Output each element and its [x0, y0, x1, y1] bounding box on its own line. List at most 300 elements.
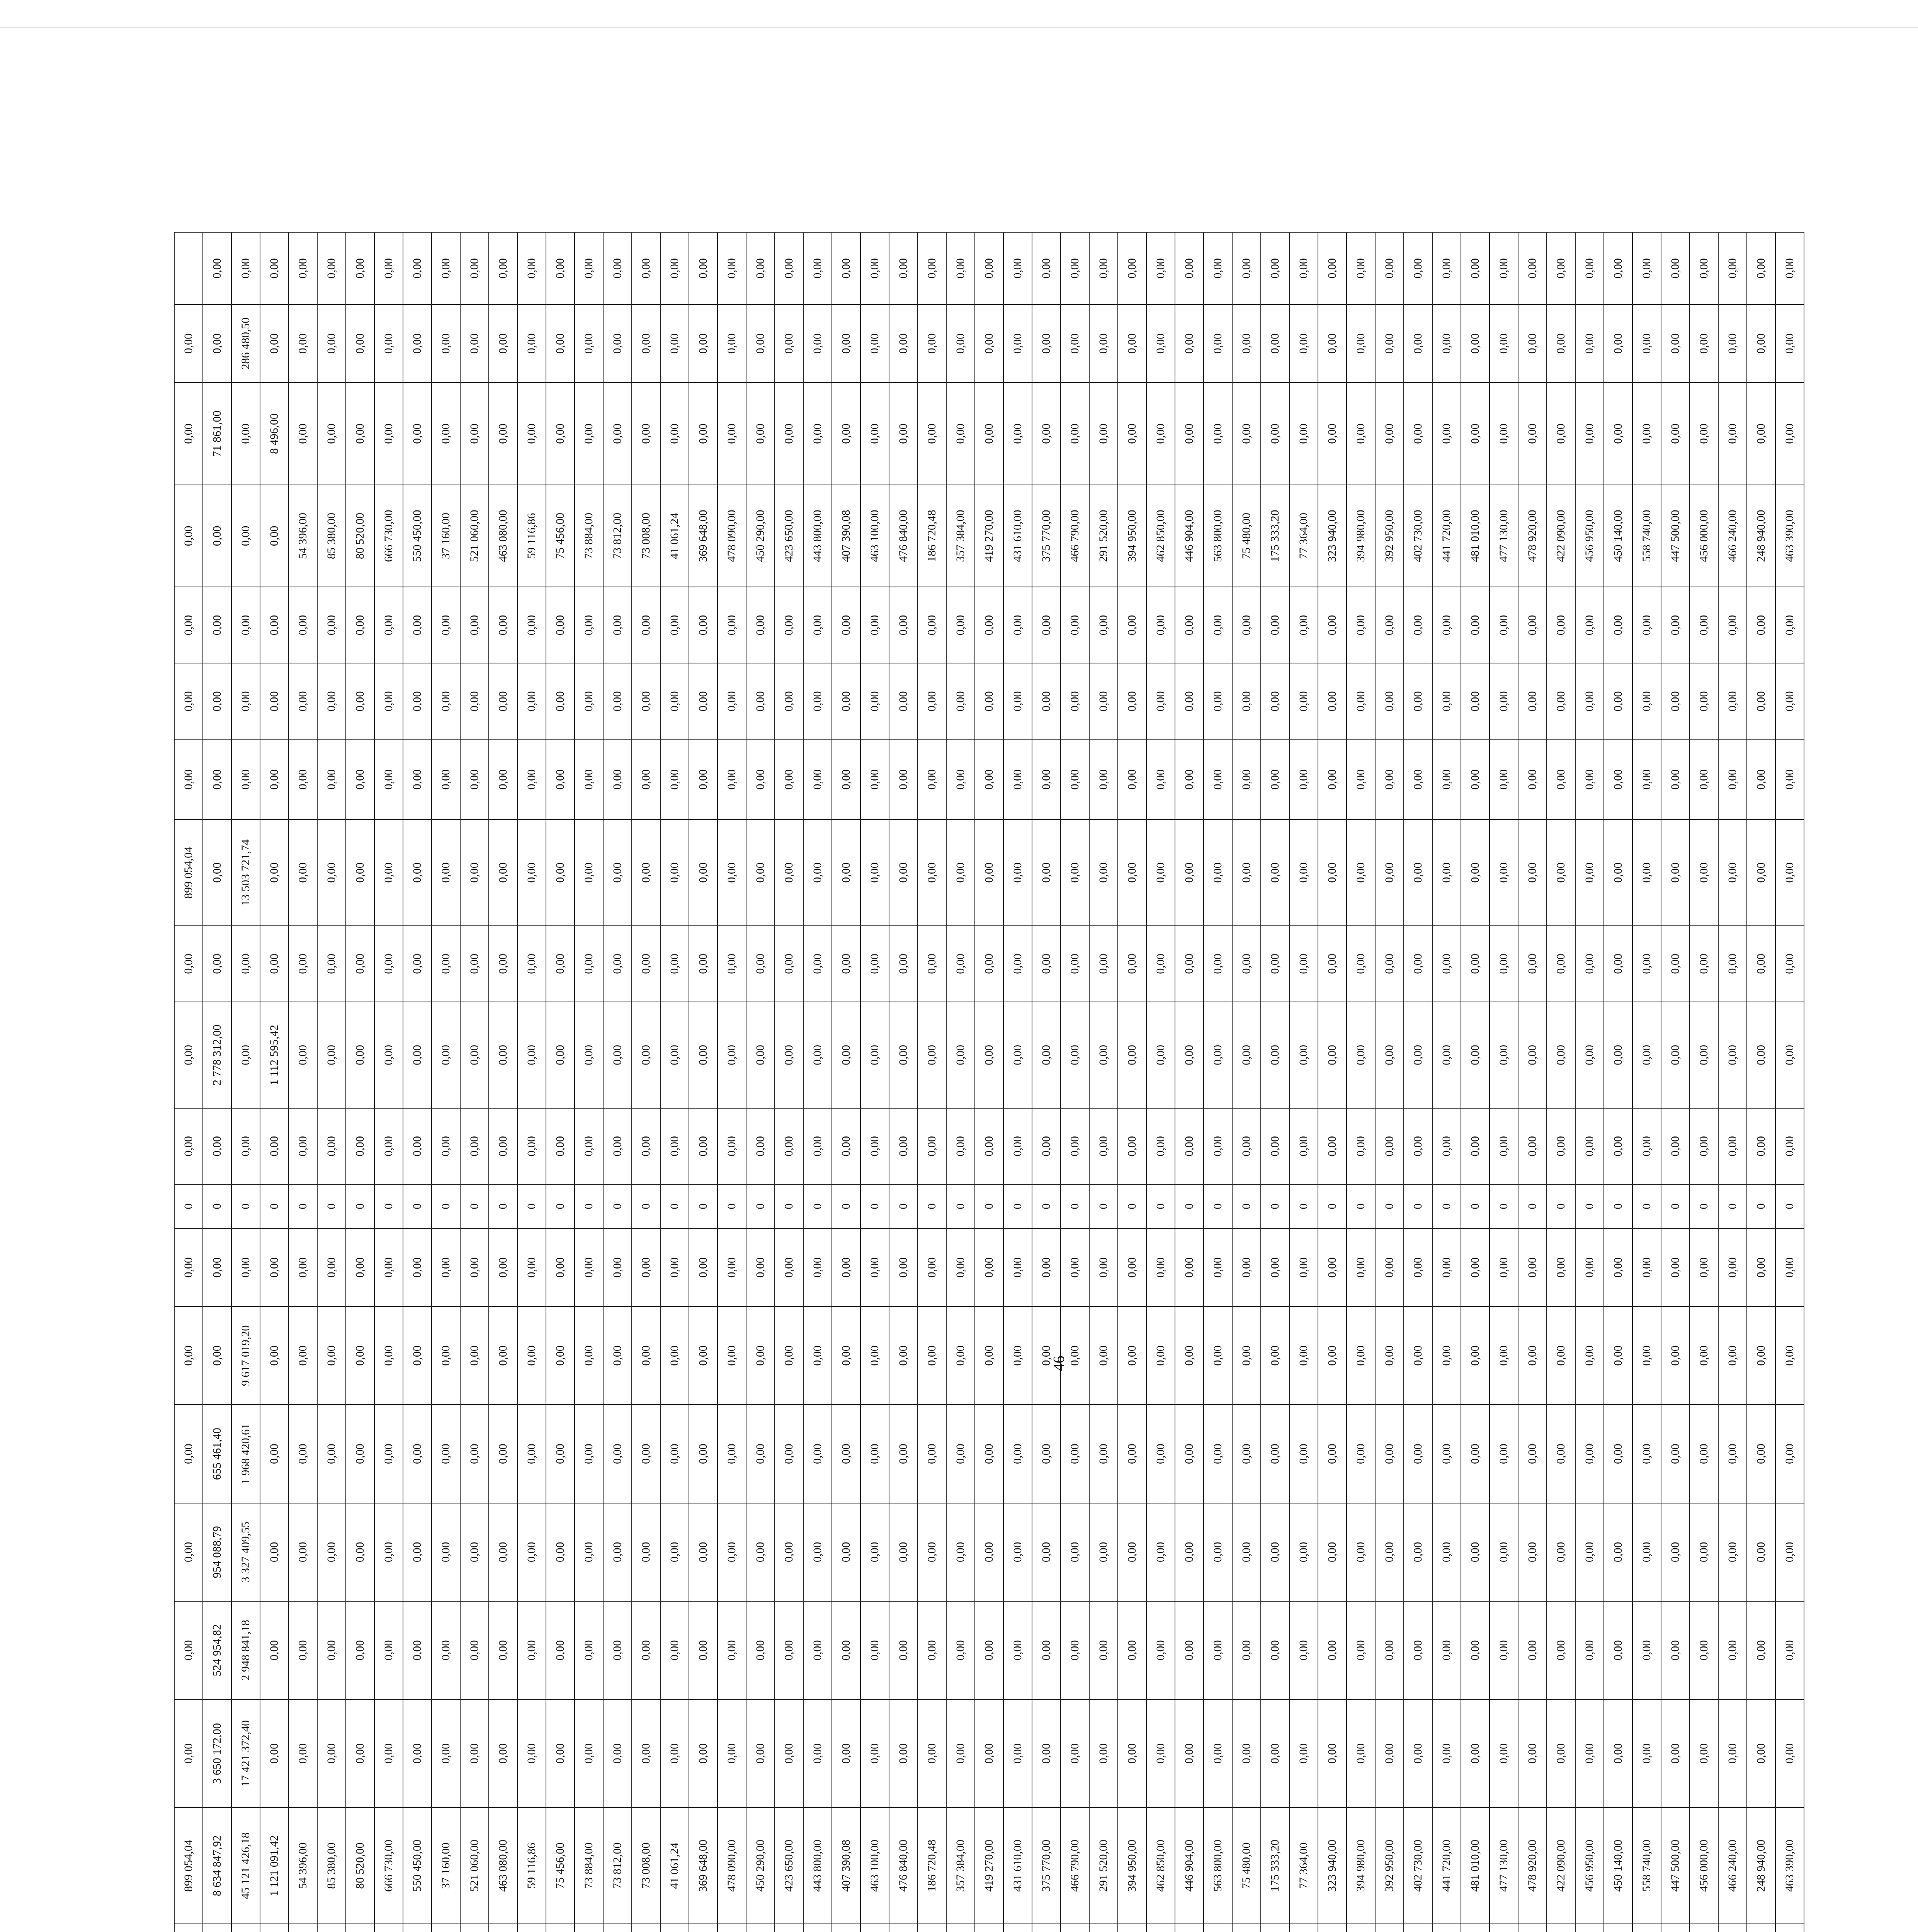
value-cell: 0	[1718, 1184, 1747, 1228]
value-cell: 0,00	[975, 304, 1003, 383]
value-cell: 450 290,00	[746, 485, 775, 587]
value-cell: 0,00	[1118, 1503, 1146, 1601]
value-cell: 450 140,00	[1604, 485, 1632, 587]
value-cell: 0,00	[832, 1002, 860, 1108]
value-cell: 0,00	[1146, 1108, 1175, 1184]
value-cell: 0,00	[1318, 1601, 1347, 1699]
value-cell: 0,00	[1289, 1306, 1318, 1405]
value-cell: 0,00	[1289, 820, 1318, 926]
value-cell: 0,00	[489, 383, 517, 485]
value-cell: 0,00	[632, 739, 660, 819]
value-cell: 0,00	[889, 1108, 918, 1184]
value-cell: 0,00	[575, 1405, 603, 1503]
value-cell: 248 940,00	[1747, 1808, 1775, 1924]
value-cell: 0,00	[1690, 926, 1718, 1002]
value-cell: 0,00	[317, 1699, 346, 1808]
value-cell: 0,00	[1146, 587, 1175, 663]
value-cell: 0,00	[660, 1228, 689, 1306]
value-cell: 0	[1632, 1184, 1661, 1228]
value-cell: 0,00	[775, 1002, 803, 1108]
value-cell: 0,00	[374, 1108, 403, 1184]
value-cell: 0,00	[1375, 1002, 1404, 1108]
value-cell: 0,00	[775, 1108, 803, 1184]
value-cell: 0,00	[1661, 1405, 1690, 1503]
value-cell: 0,00	[1347, 926, 1375, 1002]
value-cell: 0,00	[946, 304, 975, 383]
value-cell: 0,00	[432, 1503, 460, 1601]
value-cell: 0,00	[1261, 587, 1289, 663]
value-cell: 0,00	[1232, 820, 1261, 926]
value-cell: 0,00	[1175, 304, 1204, 383]
value-cell: 0,00	[1518, 304, 1547, 383]
value-cell: 476 840,00	[889, 1808, 918, 1924]
value-cell: 0,00	[289, 1503, 317, 1601]
value-cell: 0,00	[346, 1699, 374, 1808]
value-cell: 450 290,00	[746, 1808, 775, 1924]
value-cell: 0,00	[1404, 1405, 1432, 1503]
value-cell: 0,00	[1375, 1108, 1404, 1184]
value-cell: 0,00	[317, 383, 346, 485]
value-cell: 899 054,04	[174, 1808, 203, 1924]
value-cell: 0,00	[1061, 587, 1089, 663]
value-cell: 0	[1347, 1184, 1375, 1228]
value-cell: 0,00	[775, 1503, 803, 1601]
value-cell	[174, 232, 203, 304]
value-cell: 0,00	[460, 663, 489, 739]
value-cell: 0,00	[403, 1108, 432, 1184]
value-cell: 481 010,00	[1461, 485, 1490, 587]
value-cell: 0	[517, 1184, 546, 1228]
value-cell: 0,00	[1461, 1503, 1490, 1601]
value-cell: 0,00	[1175, 1405, 1204, 1503]
value-cell: 0,00	[517, 926, 546, 1002]
value-cell: 0,00	[1547, 1601, 1575, 1699]
value-cell: 0	[1289, 1184, 1318, 1228]
value-cell: 0,00	[1575, 820, 1604, 926]
value-cell: 0,00	[975, 926, 1003, 1002]
value-cell: 0,00	[403, 1002, 432, 1108]
value-cell: 0,00	[946, 587, 975, 663]
value-cell: 0,00	[231, 663, 260, 739]
value-cell: 0,00	[1061, 383, 1089, 485]
value-cell: 0,00	[460, 1228, 489, 1306]
value-cell: 8 634 847,92	[203, 1808, 231, 1924]
value-cell: 0,00	[718, 304, 746, 383]
value-cell: 0,00	[946, 1699, 975, 1808]
value-cell: 0,00	[1003, 1601, 1032, 1699]
value-cell: 0,00	[1575, 1002, 1604, 1108]
value-cell: 59 116,86	[517, 1808, 546, 1924]
value-cell: 9 617 019,20	[231, 1306, 260, 1405]
value-cell: 456 000,00	[1690, 1808, 1718, 1924]
address-cell	[403, 1924, 432, 1932]
value-cell: 0,00	[289, 1306, 317, 1405]
value-cell: 0,00	[460, 1306, 489, 1405]
table-row	[889, 232, 918, 1932]
value-cell: 73 812,00	[603, 485, 632, 587]
value-cell: 0,00	[803, 1699, 832, 1808]
table-row	[575, 232, 603, 1932]
value-cell: 0,00	[775, 739, 803, 819]
value-cell: 0,00	[317, 232, 346, 304]
value-cell: 0,00	[1032, 232, 1061, 304]
value-cell: 0,00	[718, 1228, 746, 1306]
value-cell: 0	[1318, 1184, 1347, 1228]
value-cell: 0,00	[1490, 663, 1518, 739]
value-cell: 0,00	[775, 1601, 803, 1699]
value-cell: 0,00	[1318, 1405, 1347, 1503]
value-cell: 0,00	[1432, 1503, 1461, 1601]
value-cell: 0,00	[1632, 383, 1661, 485]
value-cell: 0,00	[832, 1306, 860, 1405]
value-cell: 0,00	[1461, 663, 1490, 739]
value-cell: 0,00	[946, 820, 975, 926]
value-cell: 0	[289, 1184, 317, 1228]
value-cell: 0,00	[1289, 1699, 1318, 1808]
value-cell: 0,00	[317, 739, 346, 819]
value-cell: 0,00	[1175, 587, 1204, 663]
value-cell: 0	[1146, 1184, 1175, 1228]
value-cell: 0,00	[832, 1228, 860, 1306]
value-cell: 0,00	[632, 1306, 660, 1405]
value-cell: 0,00	[803, 926, 832, 1002]
value-cell: 0,00	[517, 1002, 546, 1108]
table-row	[1661, 232, 1690, 1932]
value-cell: 0,00	[1032, 587, 1061, 663]
value-cell: 0,00	[517, 1228, 546, 1306]
value-cell: 0,00	[889, 926, 918, 1002]
value-cell: 0,00	[1547, 587, 1575, 663]
value-cell: 0,00	[660, 587, 689, 663]
value-cell: 0,00	[946, 1306, 975, 1405]
address-cell	[746, 1924, 775, 1932]
value-cell: 0,00	[718, 739, 746, 819]
value-cell: 0,00	[1375, 1228, 1404, 1306]
value-cell: 0,00	[1632, 1306, 1661, 1405]
value-cell: 0,00	[260, 663, 289, 739]
value-cell: 0	[1661, 1184, 1690, 1228]
value-cell: 0,00	[546, 1002, 575, 1108]
value-cell: 0,00	[374, 663, 403, 739]
value-cell: 0,00	[575, 1108, 603, 1184]
value-cell: 0,00	[432, 1306, 460, 1405]
table-row	[1146, 232, 1175, 1932]
value-cell: 0,00	[1432, 1699, 1461, 1808]
value-cell: 0,00	[1575, 739, 1604, 819]
value-cell: 0	[432, 1184, 460, 1228]
value-cell: 0,00	[489, 739, 517, 819]
value-cell: 0,00	[1146, 1503, 1175, 1601]
value-cell: 0,00	[1118, 304, 1146, 383]
value-cell: 0,00	[260, 1108, 289, 1184]
value-cell: 0,00	[1718, 587, 1747, 663]
value-cell: 0,00	[1089, 1306, 1118, 1405]
value-cell: 0,00	[689, 587, 718, 663]
value-cell: 0,00	[489, 1503, 517, 1601]
value-cell: 0,00	[174, 739, 203, 819]
value-cell: 0,00	[1461, 304, 1490, 383]
value-cell: 0,00	[1747, 926, 1775, 1002]
value-cell: 0,00	[289, 232, 317, 304]
value-cell: 456 000,00	[1690, 485, 1718, 587]
value-cell: 0,00	[1518, 1228, 1547, 1306]
address-cell	[260, 1924, 289, 1932]
value-cell: 0,00	[632, 304, 660, 383]
value-cell: 0,00	[289, 304, 317, 383]
value-cell: 0,00	[603, 587, 632, 663]
value-cell: 0,00	[746, 926, 775, 1002]
value-cell: 0,00	[1289, 232, 1318, 304]
value-cell: 0,00	[632, 1405, 660, 1503]
address-cell	[1204, 1924, 1232, 1932]
value-cell: 0,00	[1204, 1002, 1232, 1108]
value-cell: 0,00	[1289, 1002, 1318, 1108]
value-cell: 0,00	[346, 1601, 374, 1699]
value-cell: 0	[718, 1184, 746, 1228]
value-cell: 0,00	[1575, 1228, 1604, 1306]
value-cell: 0,00	[1490, 232, 1518, 304]
value-cell: 0,00	[346, 383, 374, 485]
value-cell: 0,00	[889, 1503, 918, 1601]
value-cell: 0,00	[1661, 1503, 1690, 1601]
value-cell: 13 503 721,74	[231, 820, 260, 926]
address-cell	[174, 1924, 203, 1932]
value-cell: 0,00	[1661, 663, 1690, 739]
value-cell: 0,00	[1375, 232, 1404, 304]
value-cell: 0,00	[1232, 1601, 1261, 1699]
value-cell: 0,00	[1003, 1306, 1032, 1405]
value-cell: 0,00	[1747, 820, 1775, 926]
value-cell: 0,00	[575, 1002, 603, 1108]
value-cell: 0	[1003, 1184, 1032, 1228]
value-cell: 0,00	[374, 1002, 403, 1108]
table-row	[1261, 232, 1289, 1932]
value-cell: 0,00	[632, 1108, 660, 1184]
value-cell: 0,00	[1775, 926, 1804, 1002]
table-row	[1118, 232, 1146, 1932]
value-cell: 0,00	[603, 1405, 632, 1503]
value-cell: 0,00	[1232, 232, 1261, 304]
value-cell: 0,00	[1461, 1405, 1490, 1503]
value-cell: 0,00	[860, 663, 889, 739]
table-row	[803, 232, 832, 1932]
value-cell: 0,00	[1175, 1228, 1204, 1306]
address-cell	[1432, 1924, 1461, 1932]
value-cell: 0	[803, 1184, 832, 1228]
value-cell: 0,00	[918, 1699, 946, 1808]
value-cell: 0,00	[1661, 739, 1690, 819]
value-cell: 0,00	[1604, 663, 1632, 739]
value-cell: 0,00	[403, 383, 432, 485]
address-cell	[489, 1924, 517, 1932]
value-cell: 478 090,00	[718, 485, 746, 587]
address-cell	[1747, 1924, 1775, 1932]
value-cell: 0,00	[575, 1228, 603, 1306]
value-cell: 0,00	[1289, 1228, 1318, 1306]
value-cell: 431 610,00	[1003, 485, 1032, 587]
value-cell: 175 333,20	[1261, 1808, 1289, 1924]
value-cell: 0,00	[1289, 926, 1318, 1002]
value-cell: 0,00	[1204, 383, 1232, 485]
value-cell: 463 080,00	[489, 1808, 517, 1924]
value-cell: 0,00	[1604, 383, 1632, 485]
value-cell: 0,00	[346, 1405, 374, 1503]
value-cell: 0,00	[860, 1228, 889, 1306]
value-cell: 0,00	[289, 587, 317, 663]
value-cell: 0,00	[1003, 1002, 1032, 1108]
value-cell: 0,00	[746, 1306, 775, 1405]
value-cell: 0,00	[1146, 1699, 1175, 1808]
value-cell: 0,00	[1575, 1405, 1604, 1503]
value-cell: 0,00	[1775, 1228, 1804, 1306]
value-cell: 0,00	[1747, 1405, 1775, 1503]
value-cell: 0,00	[1375, 1601, 1404, 1699]
value-cell: 0,00	[660, 1699, 689, 1808]
value-cell: 0,00	[1747, 739, 1775, 819]
value-cell: 0,00	[1518, 663, 1547, 739]
table-row	[231, 232, 260, 1932]
value-cell: 0,00	[1775, 663, 1804, 739]
value-cell: 0,00	[432, 304, 460, 383]
value-cell: 0,00	[260, 304, 289, 383]
address-cell	[231, 1924, 260, 1932]
value-cell: 0,00	[860, 1405, 889, 1503]
value-cell: 0,00	[231, 739, 260, 819]
value-cell: 0,00	[1632, 926, 1661, 1002]
value-cell: 0,00	[1261, 739, 1289, 819]
value-cell: 0,00	[1690, 1699, 1718, 1808]
value-cell: 0,00	[1404, 304, 1432, 383]
value-cell: 0,00	[546, 1306, 575, 1405]
value-cell: 0,00	[346, 232, 374, 304]
value-cell: 0,00	[374, 1405, 403, 1503]
value-cell: 0,00	[889, 1601, 918, 1699]
value-cell: 0,00	[1661, 926, 1690, 1002]
value-cell: 0,00	[1461, 1306, 1490, 1405]
address-cell	[203, 1924, 231, 1932]
value-cell: 0,00	[1747, 1601, 1775, 1699]
value-cell: 0,00	[346, 1503, 374, 1601]
value-cell: 0,00	[460, 1503, 489, 1601]
value-cell: 0,00	[517, 587, 546, 663]
value-cell: 0,00	[174, 1228, 203, 1306]
value-cell: 0	[1061, 1184, 1089, 1228]
value-cell: 0,00	[1261, 1306, 1289, 1405]
value-cell: 0,00	[374, 820, 403, 926]
value-cell: 0,00	[1718, 304, 1747, 383]
value-cell: 0	[689, 1184, 718, 1228]
value-cell: 0,00	[1518, 1002, 1547, 1108]
value-cell: 0,00	[946, 1405, 975, 1503]
value-cell: 0,00	[1547, 926, 1575, 1002]
value-cell: 75 480,00	[1232, 485, 1261, 587]
value-cell: 0,00	[1661, 1699, 1690, 1808]
value-cell: 0,00	[1604, 587, 1632, 663]
value-cell: 0,00	[1204, 1601, 1232, 1699]
value-cell: 0,00	[1404, 663, 1432, 739]
value-cell: 0,00	[1175, 1002, 1204, 1108]
value-cell: 0,00	[1718, 739, 1747, 819]
value-cell: 0,00	[860, 926, 889, 1002]
value-cell: 0,00	[975, 1108, 1003, 1184]
value-cell: 0,00	[1289, 1108, 1318, 1184]
value-cell: 0,00	[1461, 820, 1490, 926]
value-cell: 73 812,00	[603, 1808, 632, 1924]
value-cell: 0,00	[1632, 232, 1661, 304]
address-cell	[1775, 1924, 1804, 1932]
address-cell	[1232, 1924, 1261, 1932]
value-cell: 0,00	[1146, 1601, 1175, 1699]
value-cell: 0,00	[1661, 1306, 1690, 1405]
value-cell: 0,00	[260, 1228, 289, 1306]
value-cell: 0,00	[1204, 1108, 1232, 1184]
value-cell: 0,00	[1089, 926, 1118, 1002]
value-cell: 0,00	[1432, 1002, 1461, 1108]
value-cell: 0	[203, 1184, 231, 1228]
value-cell: 477 130,00	[1490, 1808, 1518, 1924]
value-cell: 0,00	[889, 1699, 918, 1808]
value-cell: 0,00	[832, 383, 860, 485]
value-cell: 0,00	[1432, 1108, 1461, 1184]
value-cell: 0,00	[489, 926, 517, 1002]
value-cell: 0,00	[1747, 304, 1775, 383]
value-cell: 0	[317, 1184, 346, 1228]
value-cell: 0,00	[432, 1228, 460, 1306]
value-cell: 0,00	[1661, 820, 1690, 926]
value-cell: 0,00	[1089, 1503, 1118, 1601]
value-cell: 0,00	[289, 1699, 317, 1808]
table-row	[1375, 232, 1404, 1932]
value-cell: 0,00	[1432, 820, 1461, 926]
value-cell: 0,00	[660, 383, 689, 485]
value-cell: 0,00	[1461, 383, 1490, 485]
value-cell: 0,00	[1490, 383, 1518, 485]
address-cell	[689, 1924, 718, 1932]
value-cell: 0,00	[546, 383, 575, 485]
value-cell: 0,00	[1690, 587, 1718, 663]
value-cell: 0,00	[489, 232, 517, 304]
value-cell: 0,00	[746, 1405, 775, 1503]
value-cell: 0,00	[1775, 1699, 1804, 1808]
value-cell: 0,00	[1204, 1228, 1232, 1306]
table-row	[1347, 232, 1375, 1932]
value-cell: 0,00	[546, 1108, 575, 1184]
value-cell: 0,00	[975, 1503, 1003, 1601]
value-cell: 375 770,00	[1032, 485, 1061, 587]
value-cell: 477 130,00	[1490, 485, 1518, 587]
value-cell: 0,00	[174, 304, 203, 383]
address-cell	[346, 1924, 374, 1932]
value-cell: 0,00	[1375, 739, 1404, 819]
value-cell: 0,00	[775, 1228, 803, 1306]
value-cell: 0,00	[1461, 1108, 1490, 1184]
value-cell: 0,00	[575, 232, 603, 304]
value-cell: 0,00	[660, 663, 689, 739]
value-cell: 0,00	[1661, 1601, 1690, 1699]
value-cell: 462 850,00	[1146, 485, 1175, 587]
value-cell: 0,00	[432, 1002, 460, 1108]
value-cell: 0,00	[517, 820, 546, 926]
value-cell: 0,00	[603, 820, 632, 926]
value-cell: 0,00	[1061, 1405, 1089, 1503]
value-cell: 0,00	[689, 304, 718, 383]
value-cell: 0,00	[775, 587, 803, 663]
value-cell: 0,00	[660, 820, 689, 926]
value-cell: 0,00	[803, 1601, 832, 1699]
value-cell: 3 650 172,00	[203, 1699, 231, 1808]
value-cell: 0,00	[1347, 232, 1375, 304]
value-cell: 0,00	[1232, 663, 1261, 739]
